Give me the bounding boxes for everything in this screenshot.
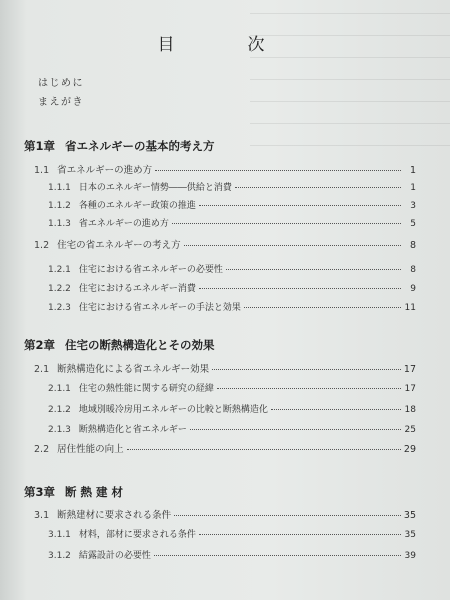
subsection-number: 2.1.1 [48, 384, 71, 394]
toc-entry [48, 300, 416, 313]
toc-entry [34, 162, 416, 176]
chapter-heading [24, 138, 215, 154]
chapter-title: 住宅の断熱構造化とその効果 [65, 338, 215, 352]
chapter-title: 断熱建材 [65, 485, 128, 499]
toc-entry [48, 422, 416, 435]
leader-dots [235, 186, 401, 188]
subsection-title: 住宅における省エネルギーの手法と効果 [78, 303, 241, 313]
toc-entry [34, 441, 416, 455]
leader-dots [217, 387, 401, 389]
subsection-title: 日本のエネルギー情勢――供給と消費 [78, 183, 232, 193]
page-number: 17 [403, 364, 416, 375]
toc-entry [48, 180, 416, 193]
chapter-number: 第1章 [24, 139, 56, 153]
section-number: 3.1 [34, 510, 50, 521]
page-number: 8 [409, 240, 416, 251]
subsection-title: 住宅の熱性能に関する研究の経緯 [78, 384, 214, 394]
subsection-number: 1.2.1 [48, 265, 71, 275]
toc-entry [48, 548, 416, 561]
toc-entry [34, 361, 416, 375]
subsection-title: 各種のエネルギー政策の推進 [78, 201, 196, 211]
leader-dots [155, 169, 401, 171]
subsection-title: 材料，部材に要求される条件 [78, 530, 196, 540]
leader-dots [184, 244, 401, 246]
page-number: 5 [410, 219, 416, 229]
leader-dots [199, 533, 401, 535]
toc-entry [48, 216, 416, 229]
leader-dots [199, 204, 401, 206]
section-number: 2.1 [34, 364, 50, 375]
page-number: 29 [403, 444, 416, 455]
subsection-number: 1.2.2 [48, 284, 71, 294]
page-number: 1 [409, 165, 416, 176]
section-title: 断熱建材に要求される条件 [57, 510, 172, 521]
toc-entry [48, 198, 416, 211]
leader-dots [174, 514, 401, 516]
leader-dots [271, 408, 401, 410]
leader-dots [190, 428, 401, 430]
leader-dots [226, 268, 401, 270]
chapter-heading [24, 484, 127, 500]
toc-entry [48, 262, 416, 275]
leader-dots [127, 448, 401, 450]
chapter-heading [24, 337, 215, 353]
subsection-number: 3.1.2 [48, 551, 71, 561]
section-title: 居住性能の向上 [57, 444, 124, 455]
page-number: 1 [410, 183, 416, 193]
subsection-number: 1.1.1 [48, 183, 71, 193]
toc-entry [34, 507, 416, 521]
chapter-number: 第2章 [24, 338, 56, 352]
page-number: 25 [404, 425, 416, 435]
toc-entry [48, 381, 416, 394]
section-number: 1.2 [34, 240, 50, 251]
leader-dots [212, 368, 401, 370]
page-number: 18 [404, 405, 416, 415]
subsection-number: 2.1.2 [48, 405, 71, 415]
leader-dots [199, 287, 401, 289]
leader-dots [154, 554, 401, 556]
section-title: 住宅の省エネルギーの考え方 [57, 240, 181, 251]
toc-entry [48, 281, 416, 294]
page-number: 35 [404, 530, 416, 540]
page-number: 9 [410, 284, 416, 294]
subsection-title: 省エネルギーの進め方 [78, 219, 169, 229]
section-number: 1.1 [34, 165, 50, 176]
page-number: 17 [404, 384, 416, 394]
subsection-number: 1.1.2 [48, 201, 71, 211]
page-number: 3 [410, 201, 416, 211]
leader-dots [172, 222, 401, 224]
subsection-title: 地域別暖冷房用エネルギーの比較と断熱構造化 [78, 405, 268, 415]
chapter-title: 省エネルギーの基本的考え方 [65, 139, 215, 153]
subsection-title: 結露設計の必要性 [78, 551, 151, 561]
subsection-number: 3.1.1 [48, 530, 71, 540]
chapter-number: 第3章 [24, 485, 56, 499]
leader-dots [244, 306, 401, 308]
subsection-title: 住宅における省エネルギーの必要性 [78, 265, 223, 275]
toc-entry [48, 527, 416, 540]
page-number: 35 [403, 510, 416, 521]
subsection-title: 住宅におけるエネルギー消費 [78, 284, 196, 294]
page-number: 39 [404, 551, 416, 561]
section-number: 2.2 [34, 444, 50, 455]
subsection-number: 2.1.3 [48, 425, 71, 435]
page-number: 11 [404, 303, 416, 313]
preface-item-foreword: まえがき [38, 97, 84, 108]
subsection-number: 1.1.3 [48, 219, 71, 229]
bleed-through-text [250, 0, 450, 150]
subsection-number: 1.2.3 [48, 303, 71, 313]
preface-item-introduction: はじめに [38, 78, 84, 89]
page-number: 8 [410, 265, 416, 275]
section-title: 省エネルギーの進め方 [57, 165, 153, 176]
page-title: 目 次 [157, 35, 293, 55]
subsection-title: 断熱構造化と省エネルギー [78, 425, 187, 435]
section-title: 断熱構造化による省エネルギー効果 [57, 364, 210, 375]
toc-entry [34, 237, 416, 251]
toc-entry [48, 402, 416, 415]
